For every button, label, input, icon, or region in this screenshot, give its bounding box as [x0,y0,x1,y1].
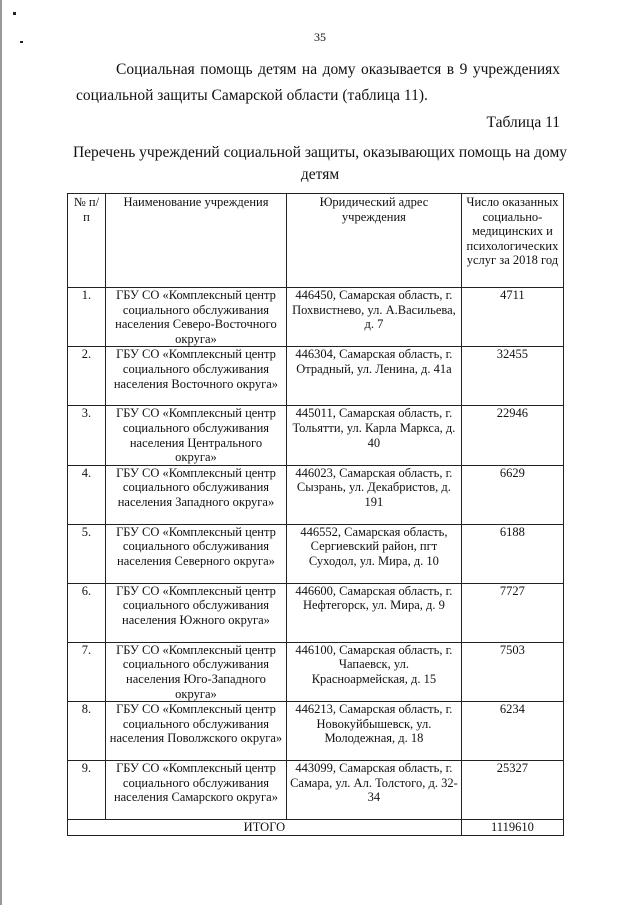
table-row [68,761,564,820]
total-label: ИТОГО [68,820,462,836]
row-address: 446304, Самарская область, г. Отрадный, ул. Ленина, д. 41а [287,347,462,406]
table-label: Таблица 11 [486,114,560,131]
table-row [68,347,564,406]
table-row [68,406,564,465]
row-count: 32455 [461,347,563,406]
row-count: 6234 [461,702,563,761]
table-row [68,702,564,761]
scan-mark [13,12,16,15]
row-address: 446023, Самарская область, г. Сызрань, ул. Декабристов, д. 191 [287,465,462,524]
row-num: 9. [68,761,106,820]
header-num: № п/п [68,194,106,288]
row-name: ГБУ СО «Комплексный центр социального обслуживания населения Самарского округа» [105,761,286,820]
row-address: 446213, Самарская область, г. Новокуйбышевск, ул. Молодежная, д. 18 [287,702,462,761]
row-name: ГБУ СО «Комплексный центр социального обслуживания населения Северо-Восточного округа» [105,288,286,347]
row-address: 446552, Самарская область, Сергиевский район, пгт Суходол, ул. Мира, д. 10 [287,524,462,583]
institutions-table [67,193,564,836]
row-address: 443099, Самарская область, г. Самара, ул. Ал. Толстого, д. 32-34 [287,761,462,820]
row-num: 3. [68,406,106,465]
row-name: ГБУ СО «Комплексный центр социального обслуживания населения Восточного округа» [105,347,286,406]
intro-paragraph: Социальная помощь детям на дому оказывается в 9 учреждениях социальной защиты Самарской области (таблица 11). [76,61,560,104]
table-row [68,465,564,524]
row-num: 4. [68,465,106,524]
row-count: 6188 [461,524,563,583]
row-name: ГБУ СО «Комплексный центр социального обслуживания населения Поволжского округа» [105,702,286,761]
row-address: 446450, Самарская область, г. Похвистнево, ул. А.Васильева, д. 7 [287,288,462,347]
row-address: 445011, Самарская область, г. Тольятти, ул. Карла Маркса, д. 40 [287,406,462,465]
total-row [68,820,564,836]
row-name: ГБУ СО «Комплексный центр социального обслуживания населения Южного округа» [105,583,286,642]
row-address: 446100, Самарская область, г. Чапаевск, ул. Красноармейская, д. 15 [287,642,462,701]
row-count: 25327 [461,761,563,820]
scan-edge [0,0,2,905]
table-row [68,288,564,347]
row-address: 446600, Самарская область, г. Нефтегорск, ул. Мира, д. 9 [287,583,462,642]
row-count: 6629 [461,465,563,524]
page-number: 35 [314,30,326,44]
row-num: 8. [68,702,106,761]
row-num: 6. [68,583,106,642]
table-row [68,642,564,701]
table-row [68,524,564,583]
header-count: Число оказанных социально-медицинских и психологических услуг за 2018 год [461,194,563,288]
row-count: 7727 [461,583,563,642]
row-name: ГБУ СО «Комплексный центр социального обслуживания населения Западного округа» [105,465,286,524]
total-value: 1119610 [461,820,563,836]
row-num: 5. [68,524,106,583]
row-count: 22946 [461,406,563,465]
table-row [68,583,564,642]
row-count: 7503 [461,642,563,701]
row-name: ГБУ СО «Комплексный центр социального обслуживания населения Центрального округа» [105,406,286,465]
row-num: 1. [68,288,106,347]
row-name: ГБУ СО «Комплексный центр социального обслуживания населения Северного округа» [105,524,286,583]
header-address: Юридический адрес учреждения [287,194,462,288]
row-count: 4711 [461,288,563,347]
table-caption: Перечень учреждений социальной защиты, оказывающих помощь на дому детям [72,144,568,183]
row-num: 2. [68,347,106,406]
table-header-row [68,194,564,288]
header-name: Наименование учреждения [105,194,286,288]
row-num: 7. [68,642,106,701]
row-name: ГБУ СО «Комплексный центр социального обслуживания населения Юго-Западного округа» [105,642,286,701]
